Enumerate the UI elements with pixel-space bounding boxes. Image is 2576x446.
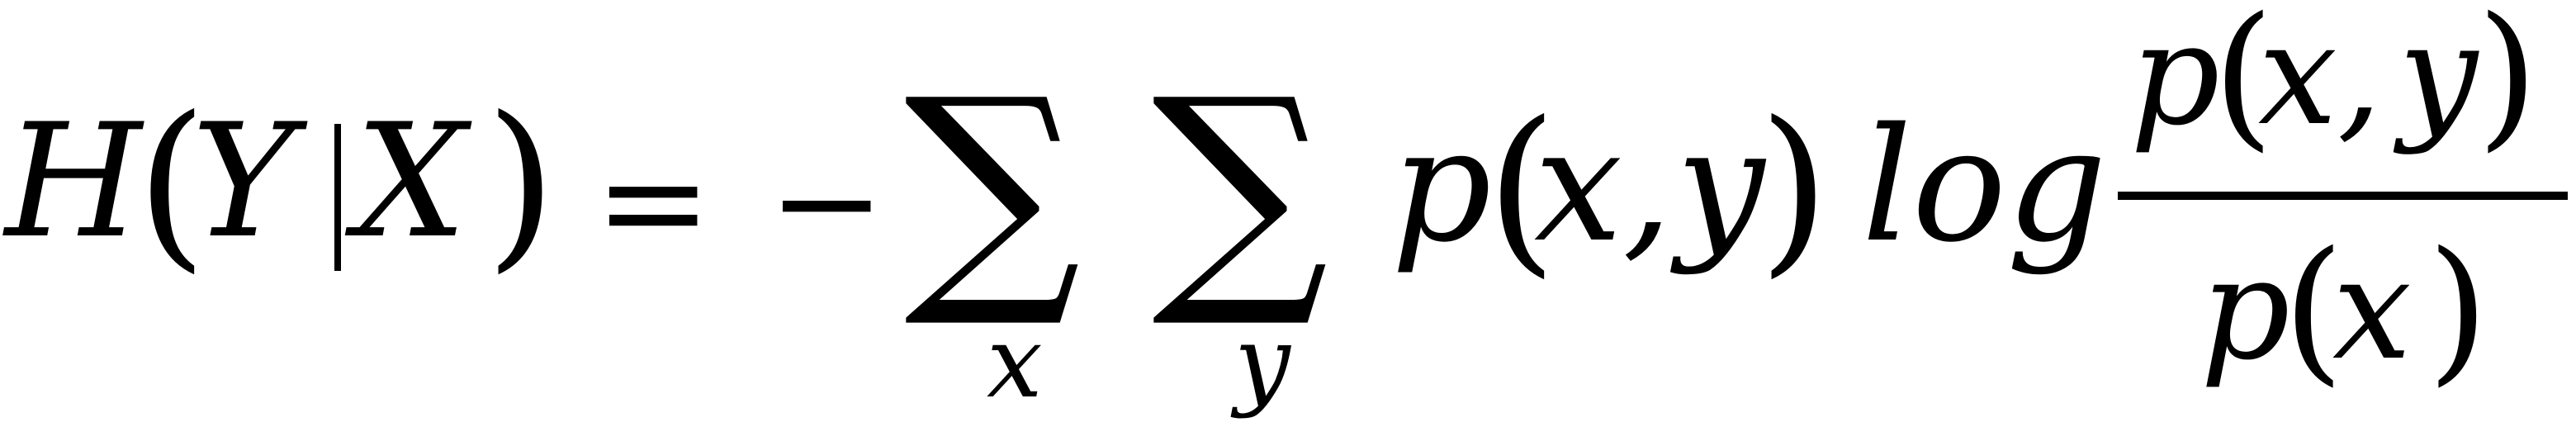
numerator-open-paren: ( (2213, 0, 2275, 166)
lhs-open-paren: ( (136, 78, 207, 289)
joint-prob-p: p (1391, 94, 1492, 277)
joint-close-paren: ) (1759, 83, 1830, 294)
lhs-close-paren: ) (485, 78, 556, 289)
target-variable-Y: Y (192, 90, 296, 273)
joint-open-paren: ( (1486, 83, 1557, 294)
denominator-arg-x: x (2332, 228, 2412, 391)
numerator-close-paren: ) (2477, 0, 2539, 166)
minus-sign: − (768, 121, 886, 284)
joint-args-x: x, (1534, 94, 1673, 277)
numerator-args-y: y (2398, 0, 2479, 157)
log-operator: log (1862, 94, 2107, 277)
given-bar (334, 124, 341, 271)
denominator-open-paren: ( (2283, 218, 2345, 401)
equals-sign: = (594, 121, 713, 284)
denominator-close-paren: ) (2427, 218, 2489, 401)
sum-over-y-symbol: ∑ (1152, 45, 1329, 334)
sum-index-y: y (1234, 306, 1290, 420)
sum-over-x-symbol: ∑ (904, 45, 1082, 334)
numerator-args-x: x, (2258, 0, 2382, 157)
entropy-symbol-H: H (5, 90, 142, 273)
sum-index-x: x (987, 306, 1043, 420)
numerator-p: p (2130, 0, 2220, 157)
fraction-bar (2118, 192, 2568, 200)
denominator-p: p (2200, 228, 2290, 391)
condition-variable-X: X (355, 90, 467, 273)
joint-args-y: y (1676, 94, 1765, 277)
